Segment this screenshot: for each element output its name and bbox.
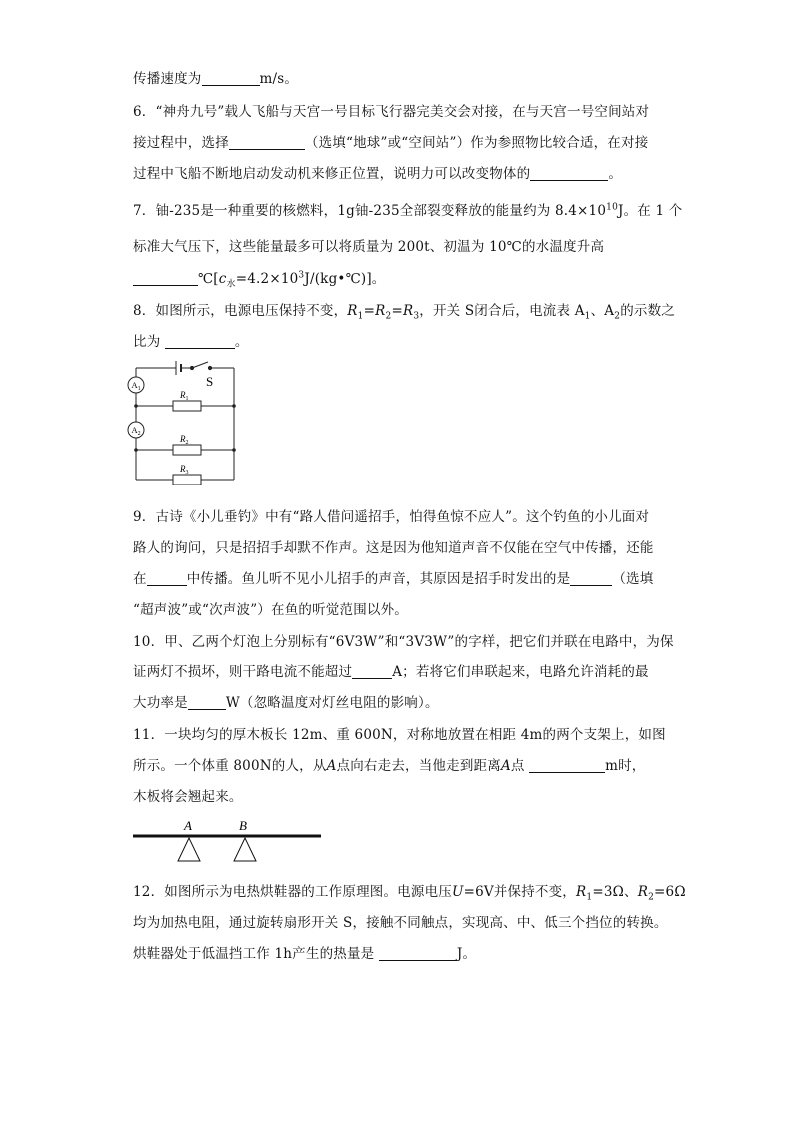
q9-line3: 在 中传播。鱼儿听不见小儿招手的声音，其原因是招手时发出的是 （选填 — [133, 571, 654, 587]
q11-line1: 11．一块均匀的厚木板长 12m、重 600N，对称地放置在相距 4m的两个支架上，如图 — [133, 727, 666, 743]
plank-figure — [131, 815, 325, 867]
q11-line2: 所示。一个体重 800N的人，从A点向右走去，当他走到距离A点 m时， — [133, 758, 646, 774]
q5-line: 传播速度为 m/s。 — [133, 71, 299, 87]
answer-blank-q12[interactable] — [379, 946, 457, 961]
ammeter-a2-label: $A_2$ — [131, 425, 141, 437]
q12-line2: 均为加热电阻，通过旋转扇形开关 S，接触不同触点，实现高、中、低三个挡位的转换。 — [133, 915, 668, 931]
answer-blank-q10b[interactable] — [188, 695, 226, 710]
q9-line2: 路人的询问，只是招招手却默不作声。这是因为他知道声音不仅能在空气中传播，还能 — [133, 540, 654, 556]
resistor-r3-label: $R_3$ — [180, 464, 189, 476]
resistor-r1-label: $R_1$ — [180, 390, 189, 402]
answer-blank-q5[interactable] — [202, 71, 260, 86]
answer-blank-q8[interactable] — [165, 334, 235, 349]
switch-label: S — [206, 374, 214, 389]
ammeter-a1-label: $A_1$ — [131, 380, 141, 392]
circuit-diagram — [126, 355, 246, 485]
answer-blank-q10a[interactable] — [352, 664, 392, 679]
q8-line1: 8．如图所示，电源电压保持不变，$R_1=R_2=R_3$，开关 S闭合后，电流表 $A_1$、$A_2$的示数之 — [133, 303, 675, 322]
q9-line1: 9．古诗《小儿垂钓》中有“路人借问遥招手，怕得鱼惊不应人”。这个钓鱼的小儿面对 — [133, 509, 650, 525]
resistor-r2 — [173, 445, 201, 455]
q9-line4: “超声波”或“次声波”）在鱼的听觉范围以外。 — [133, 602, 409, 618]
q11-line3: 木板将会翘起来。 — [133, 789, 243, 805]
answer-blank-q11[interactable] — [529, 758, 605, 773]
answer-blank-q6b[interactable] — [530, 166, 608, 181]
q7-line1: 7．铀-235是一种重要的核燃料，1g铀-235全部裂变释放的能量约为 $8.4\times 10^{10}J$。在 1 个 — [133, 202, 683, 219]
support-b — [234, 838, 256, 861]
q6-line1: 6．“神舟九号”载人飞船与天宫一号目标飞行器完美交会对接，在与天宫一号空间站对 — [133, 104, 650, 120]
answer-blank-q7[interactable] — [133, 271, 198, 286]
support-b-label: B — [239, 818, 247, 833]
answer-blank-q9a[interactable] — [147, 571, 187, 586]
answer-blank-q6a[interactable] — [229, 135, 305, 150]
support-a — [178, 838, 200, 861]
q12-line3: 烘鞋器处于低温挡工作 1h产生的热量是 J。 — [133, 946, 477, 962]
q10-line3: 大功率是 W（忽略温度对灯丝电阻的影响）。 — [133, 695, 439, 711]
resistor-r3 — [173, 475, 201, 485]
answer-blank-q9b[interactable] — [570, 571, 612, 586]
q7-line3: $℃[c_水=4.2\times 10^3J/(kg•℃)]$。 — [133, 267, 386, 290]
resistor-r1 — [173, 401, 201, 411]
q10-line1: 10．甲、乙两个灯泡上分别标有“6V3W”和“3V3W”的字样，把它们并联在电路中，为保 — [133, 634, 674, 650]
q12-line1: 12．如图所示为电热烘鞋器的工作原理图。电源电压U=6V并保持不变，$R_1=3\Omega$、$R_2=6\Omega$ — [133, 884, 686, 903]
q7-line2: 标准大气压下，这些能量最多可以将质量为 200t、初温为 10℃的水温度升高 — [133, 239, 605, 255]
q6-line2: 接过程中，选择 （选填“地球”或“空间站”）作为参照物比较合适，在对接 — [133, 135, 649, 151]
resistor-r2-label: $R_2$ — [180, 434, 189, 446]
q6-line3: 过程中飞船不断地启动发动机来修正位置，说明力可以改变物体的 。 — [133, 166, 623, 182]
switch-blade — [192, 362, 208, 368]
support-a-label: A — [184, 818, 192, 833]
q10-line2: 证两灯不损坏，则干路电流不能超过 A；若将它们串联起来，电路允许消耗的最 — [133, 664, 649, 680]
q8-line2: 比为 。 — [133, 334, 249, 350]
